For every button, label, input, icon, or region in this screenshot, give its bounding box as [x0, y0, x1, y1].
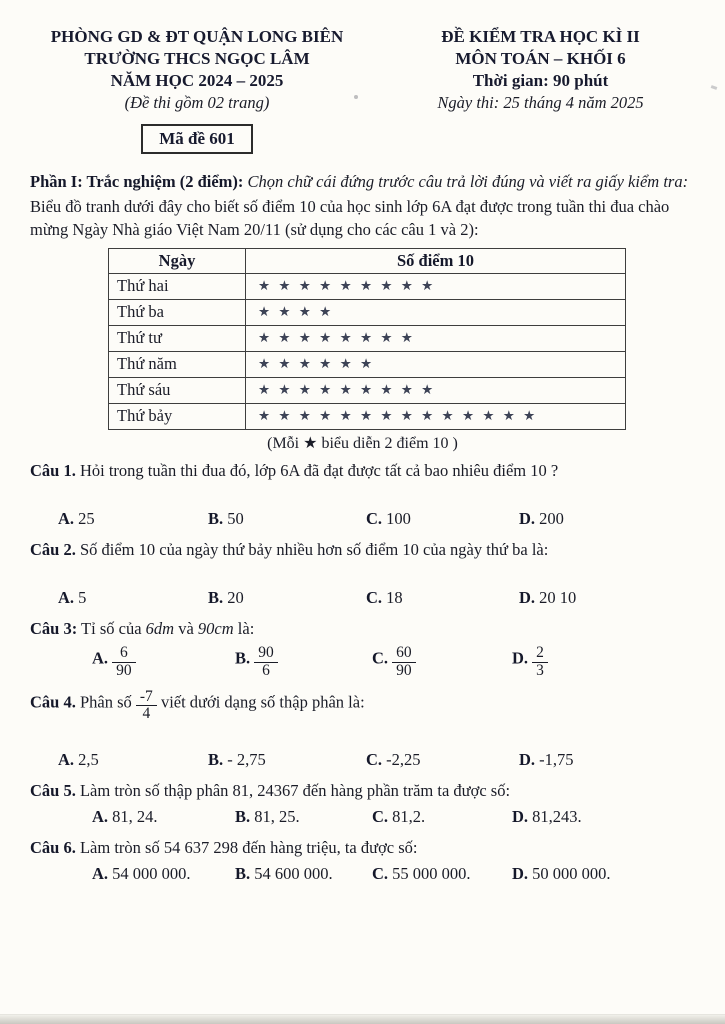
question-block — [30, 459, 701, 529]
option-key: B. — [235, 864, 255, 884]
column-header-points: Số điểm 10 — [246, 248, 626, 273]
question-text — [30, 538, 701, 561]
option-key: D. — [512, 648, 533, 668]
question-text — [30, 617, 701, 640]
fraction-numerator: -7 — [136, 689, 157, 707]
option-value: 100 — [386, 508, 411, 528]
day-label: Thứ năm — [109, 351, 246, 377]
pictogram-row — [109, 377, 626, 403]
answer-option — [372, 864, 512, 884]
option-value: 18 — [386, 588, 403, 607]
scan-speck — [354, 95, 358, 99]
answer-option — [58, 588, 208, 608]
question-sentence: Làm tròn số 54 637 298 đến hàng triệu, ta được số: — [75, 838, 418, 858]
option-key: B. — [208, 588, 228, 607]
option-key: A. — [58, 508, 79, 528]
option-value: 81,243. — [532, 807, 582, 827]
answer-option — [92, 807, 235, 827]
question-text — [30, 836, 701, 859]
answer-option — [58, 750, 208, 770]
fraction-numerator: 90 — [254, 645, 278, 663]
answer-option — [92, 645, 235, 679]
school-year: NĂM HỌC 2024 – 2025 — [110, 71, 284, 91]
day-label: Thứ bảy — [109, 403, 246, 429]
question-text — [30, 689, 701, 723]
option-key: B. — [235, 648, 255, 668]
option-key: C. — [372, 807, 393, 827]
answer-option — [519, 509, 701, 529]
fraction-denominator: 4 — [142, 705, 151, 723]
fraction — [136, 689, 157, 723]
options-row — [30, 645, 701, 679]
exam-info-block — [370, 26, 711, 154]
option-value: 54 000 000. — [112, 864, 191, 884]
star-row: ★ ★ ★ ★ ★ ★ ★ ★ ★ — [246, 273, 626, 299]
answer-option — [519, 588, 701, 608]
option-value: 81, 25. — [254, 807, 300, 827]
fraction-numerator: 60 — [392, 645, 416, 663]
question-sentence: và — [174, 619, 198, 638]
option-value: 5 — [78, 588, 87, 607]
option-value: 25 — [78, 508, 95, 528]
school-name: TRƯỜNG THCS NGỌC LÂM — [84, 49, 310, 69]
answer-option — [235, 807, 372, 827]
star-row: ★ ★ ★ ★ ★ ★ ★ ★ ★ ★ ★ ★ ★ ★ — [246, 403, 626, 429]
question-label: Câu 5. — [30, 781, 76, 801]
option-key: D. — [519, 750, 540, 770]
option-value: 200 — [539, 508, 564, 528]
pictogram-row — [109, 351, 626, 377]
answer-option — [512, 807, 701, 827]
pictogram-legend: (Mỗi ★ biểu diễn 2 điểm 10 ) — [267, 434, 458, 452]
options-row — [30, 864, 701, 884]
question-block — [30, 779, 701, 827]
option-value: 20 — [227, 588, 244, 607]
option-value: -1,75 — [539, 750, 574, 770]
day-label: Thứ sáu — [109, 377, 246, 403]
answer-option — [366, 750, 519, 770]
option-key: A. — [92, 648, 113, 668]
fraction-denominator: 3 — [536, 661, 544, 679]
fraction-denominator: 6 — [262, 661, 270, 679]
option-key: A. — [58, 750, 79, 770]
answer-option — [366, 588, 519, 608]
pictogram-table-head — [109, 248, 626, 273]
option-key: A. — [58, 588, 79, 607]
option-value: 54 600 000. — [254, 864, 333, 884]
option-value: 55 000 000. — [392, 864, 471, 884]
option-key: D. — [519, 588, 540, 607]
answer-option — [372, 807, 512, 827]
question-text — [30, 459, 701, 482]
options-row — [30, 588, 701, 608]
answer-option — [208, 588, 366, 608]
section-intro — [0, 154, 725, 242]
day-label: Thứ hai — [109, 273, 246, 299]
question-label: Câu 4. — [30, 692, 76, 712]
question-block — [30, 836, 701, 884]
question-math-text: 90cm — [197, 619, 234, 638]
star-row: ★ ★ ★ ★ ★ ★ ★ ★ — [246, 325, 626, 351]
question-sentence: Số điểm 10 của ngày thứ bảy nhiều hơn số điểm 10 của ngày thứ ba là: — [75, 539, 549, 559]
answer-option — [235, 645, 372, 679]
option-key: B. — [208, 750, 228, 770]
pictogram-table-body — [109, 273, 626, 429]
day-label: Thứ tư — [109, 325, 246, 351]
star-row: ★ ★ ★ ★ ★ ★ — [246, 351, 626, 377]
exam-duration: Thời gian: 90 phút — [472, 71, 609, 91]
exam-code: Mã đề 601 — [159, 128, 235, 148]
option-value: 50 — [227, 508, 244, 528]
part-label: Phần I: Trắc nghiệm (2 điểm): — [30, 171, 244, 191]
fraction — [392, 645, 416, 679]
question-sentence: Hỏi trong tuần thi đua đó, lớp 6A đã đạt được tất cả bao nhiêu điểm 10 ? — [75, 460, 559, 480]
options-row — [30, 509, 701, 529]
question-sentence: Tỉ số của — [77, 619, 146, 638]
option-value: -2,25 — [386, 750, 421, 770]
option-key: C. — [366, 588, 387, 607]
answer-option — [208, 509, 366, 529]
page-count-note: (Đề thi gồm 02 trang) — [124, 93, 270, 113]
question-label: Câu 1. — [30, 460, 76, 480]
fraction-numerator: 2 — [532, 645, 548, 663]
option-key: D. — [512, 864, 533, 884]
answer-option — [372, 645, 512, 679]
fraction-denominator: 90 — [396, 661, 412, 679]
star-row: ★ ★ ★ ★ — [246, 299, 626, 325]
option-key: D. — [512, 807, 533, 827]
question-label: Câu 6. — [30, 838, 76, 858]
fraction — [112, 645, 136, 679]
chart-description: Biểu đồ tranh dưới đây cho biết số điểm 10 của học sinh lớp 6A đạt được trong tuần thi đua chào mừng Ngày Nhà giáo Việt Nam 20/11 (sử dụng cho các câu 1 và 2): — [30, 196, 670, 240]
option-key: C. — [366, 508, 387, 528]
pictogram-table — [108, 248, 626, 430]
answer-option — [58, 509, 208, 529]
column-header-day: Ngày — [109, 248, 246, 273]
answer-option — [208, 750, 366, 770]
option-value: 20 10 — [539, 588, 577, 607]
question-sentence: viết dưới dạng số thập phân là: — [156, 692, 365, 712]
questions — [0, 459, 725, 884]
fraction-denominator: 90 — [116, 661, 132, 679]
option-value: 50 000 000. — [532, 864, 611, 884]
pictogram-row — [109, 325, 626, 351]
options-row — [30, 750, 701, 770]
option-key: C. — [372, 648, 393, 668]
pictogram-header-row — [109, 248, 626, 273]
option-key: C. — [372, 864, 393, 884]
fraction-numerator: 6 — [112, 645, 136, 663]
question-sentence: Phân số — [75, 692, 136, 712]
star-row: ★ ★ ★ ★ ★ ★ ★ ★ ★ — [246, 377, 626, 403]
scan-edge — [0, 1014, 725, 1024]
day-label: Thứ ba — [109, 299, 246, 325]
fraction — [532, 645, 548, 679]
answer-option — [235, 864, 372, 884]
answer-option — [512, 864, 701, 884]
question-sentence: là: — [233, 619, 255, 638]
question-block — [30, 689, 701, 770]
part-instruction: Chọn chữ cái đứng trước câu trả lời đúng và viết ra giấy kiểm tra: — [243, 171, 689, 191]
question-sentence: Làm tròn số thập phân 81, 24367 đến hàng phần trăm ta được số: — [75, 781, 511, 801]
exam-date: Ngày thi: 25 tháng 4 năm 2025 — [437, 93, 644, 113]
pictogram-row — [109, 273, 626, 299]
question-block — [30, 538, 701, 608]
question-label: Câu 3: — [30, 619, 78, 638]
exam-code-box — [141, 124, 253, 154]
option-key: D. — [519, 508, 540, 528]
answer-option — [512, 645, 701, 679]
department-name: PHÒNG GD & ĐT QUẬN LONG BIÊN — [50, 27, 344, 46]
pictogram-row — [109, 403, 626, 429]
question-math-text: 6dm — [145, 619, 175, 638]
question-text — [30, 779, 701, 802]
option-value: - 2,75 — [227, 750, 266, 770]
answer-option — [519, 750, 701, 770]
question-label: Câu 2. — [30, 539, 76, 559]
answer-option — [366, 509, 519, 529]
part-heading — [30, 170, 699, 193]
option-key: A. — [92, 807, 113, 827]
option-key: A. — [92, 864, 113, 884]
pictogram-row — [109, 299, 626, 325]
school-info-block — [24, 26, 370, 154]
exam-title: ĐỀ KIỂM TRA HỌC KÌ II — [441, 27, 640, 46]
answer-option — [92, 864, 235, 884]
options-row — [30, 807, 701, 827]
option-key: B. — [208, 508, 228, 528]
option-key: B. — [235, 807, 255, 827]
question-block — [30, 617, 701, 680]
option-value: 81,2. — [392, 807, 426, 827]
option-value: 2,5 — [78, 750, 99, 770]
exam-subject: MÔN TOÁN – KHỐI 6 — [455, 49, 626, 69]
option-value: 81, 24. — [112, 807, 158, 827]
option-key: C. — [366, 750, 387, 770]
exam-header — [0, 0, 725, 154]
fraction — [254, 645, 278, 679]
